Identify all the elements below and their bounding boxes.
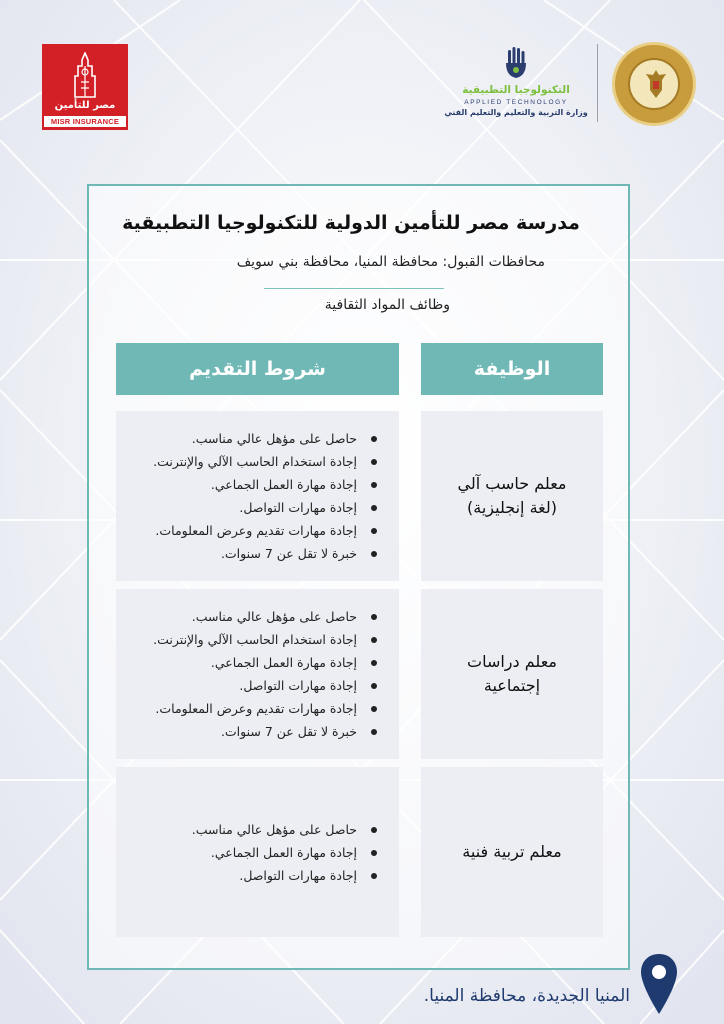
requirement-item: إجادة مهارات التواصل. — [153, 674, 377, 697]
requirement-item: إجادة استخدام الحاسب الآلي والإنترنت. — [153, 450, 377, 473]
requirement-item: إجادة استخدام الحاسب الآلي والإنترنت. — [153, 628, 377, 651]
section-title: وظائف المواد الثقافية — [324, 297, 450, 313]
job-cell-computer-teacher — [421, 411, 603, 581]
applied-technology-logo — [444, 44, 588, 122]
requirements-list — [192, 818, 377, 887]
requirements-cell-art-teacher — [116, 767, 399, 937]
requirement-item: خبرة لا تقل عن 7 سنوات. — [153, 720, 377, 743]
misr-insurance-logo — [42, 44, 128, 130]
ministry-seal-icon — [612, 42, 696, 126]
requirement-item: خبرة لا تقل عن 7 سنوات. — [153, 542, 377, 565]
location-pin-icon — [638, 952, 680, 1016]
eagle-icon — [644, 68, 668, 100]
seal-inner-ring — [628, 58, 680, 110]
requirement-item: إجادة مهارة العمل الجماعي. — [192, 841, 377, 864]
requirement-item: إجادة مهارات التواصل. — [192, 864, 377, 887]
requirement-item: إجادة مهارة العمل الجماعي. — [153, 651, 377, 674]
job-title — [458, 472, 567, 520]
tower-icon — [71, 52, 99, 98]
job-title — [462, 840, 561, 864]
job-column-header: الوظيفة — [421, 343, 603, 395]
job-title-line: معلم دراسات — [467, 652, 557, 671]
hand-icon — [502, 46, 530, 82]
requirement-item: إجادة مهارات تقديم وعرض المعلومات. — [153, 697, 377, 720]
job-cell-social-studies-teacher — [421, 589, 603, 759]
requirements-list — [153, 605, 377, 743]
requirement-item: حاصل على مؤهل عالي مناسب. — [192, 818, 377, 841]
title-divider — [264, 288, 444, 289]
admission-governorates: محافظات القبول: محافظة المنيا، محافظة بني سويف — [236, 254, 545, 270]
requirement-item: إجادة مهارات التواصل. — [153, 496, 377, 519]
requirements-list — [153, 427, 377, 565]
job-title-line: معلم حاسب آلي — [457, 474, 567, 493]
tech-logo-arabic-title: التكنولوجيا التطبيقية — [462, 84, 570, 96]
school-address: المنيا الجديدة، محافظة المنيا. — [423, 986, 630, 1006]
logo-divider — [597, 44, 598, 122]
requirements-cell-social-studies-teacher — [116, 589, 399, 759]
requirements-column-header: شروط التقديم — [116, 343, 399, 395]
job-title-line: إجتماعية — [483, 676, 541, 695]
requirement-item: حاصل على مؤهل عالي مناسب. — [153, 605, 377, 628]
job-title-line: معلم تربية فنية — [462, 842, 562, 861]
misr-logo-english-name: MISR INSURANCE — [44, 116, 126, 127]
requirement-item: إجادة مهارات تقديم وعرض المعلومات. — [153, 519, 377, 542]
requirements-cell-computer-teacher — [116, 411, 399, 581]
school-title: مدرسة مصر للتأمين الدولية للتكنولوجيا التطبيقية — [122, 212, 580, 234]
tech-logo-english-title: APPLIED TECHNOLOGY — [464, 99, 568, 106]
requirement-item: إجادة مهارة العمل الجماعي. — [153, 473, 377, 496]
misr-logo-arabic-name: مصر للتأمين — [54, 100, 116, 111]
job-title-line: (لغة إنجليزية) — [467, 498, 557, 517]
job-cell-art-teacher — [421, 767, 603, 937]
ministry-name: وزارة التربية والتعليم والتعليم الفني — [444, 108, 588, 117]
job-title — [467, 650, 557, 698]
requirement-item: حاصل على مؤهل عالي مناسب. — [153, 427, 377, 450]
